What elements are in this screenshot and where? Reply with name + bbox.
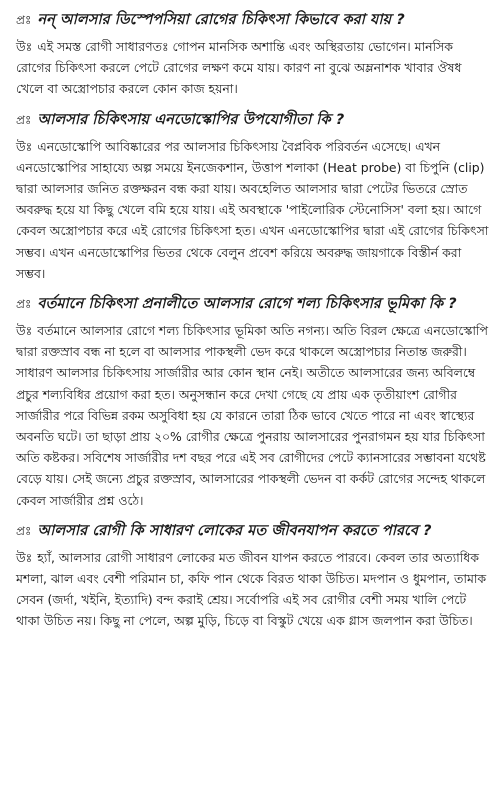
answer-paragraph — [16, 547, 490, 632]
question-text: বর্তমানে চিকিৎসা প্রনালীতে আলসার রোগে শল্য চিকিৎসার ভূমিকা কি ? — [37, 295, 457, 313]
qa-block-endoscopy — [16, 108, 490, 284]
answer-text: এই সমস্ত রোগী সাধারণতঃ গোপন মানসিক অশান্তি এবং অস্থিরতায় ভোগেন। মানসিক রোগের চিকিৎসা করলে পেটে রোগের লক্ষণ কমে যায়। কারণ না বুঝে অম্লনাশক খাবার ঔষধ খেলে বা অস্ত্রোপচার করলে কোন কাজ হয়না। — [16, 39, 462, 97]
answer-text: বর্তমানে আলসার রোগে শল্য চিকিৎসার ভূমিকা অতি নগন্য। অতি বিরল ক্ষেত্রে এনডোস্কোপি দ্বারা রক্তস্রাব বন্ধ না হলে বা আলসার পাকস্থলী ভেদ করে থাকলে অস্ত্রোপচার নিতান্ত জরুরী। সাধারণ আলসার চিকিৎসায় সার্জারীর আর কোন স্থান নেই। অতীতে আলসারের জন্য অবিলম্বে প্রচুর শল্যবিধির প্রয়োগ করা হত। অনুসন্ধান করে দেখা গেছে যে প্রায় এক তৃতীয়াংশ রোগীর সার্জারীর পরে বিভিন্ন রকম অসুবিধা হয় যে কারনে তারা ঠিক ভাবে খেতে পারে না এবং স্বাস্থ্যের অবনতি ঘটে। তা ছাড়া প্রায় ২০% রোগীর ক্ষেত্রে পুনরায় আলসারের পুনরাগমন হয় যার চিকিৎসা অতি কষ্টকর। সবিশেষ সার্জারীর দশ বছর পরে এই সব রোগীদের পেটে ক্যানসারের সম্ভাবনা যথেষ্ট বেড়ে যায়। সেই জন্যে প্রচুর রক্তস্রাব, আলসারের পাকস্থলী ভেদন বা কর্কট রোগের সন্দেহ থাকলে কেবল সার্জারীর প্রশ্ন ওঠে। — [16, 323, 488, 508]
answer-paragraph — [16, 136, 490, 284]
answer-text: হ্যাঁ, আলসার রোগী সাধারণ লোকের মত জীবন যাপন করতে পারবে। কেবল তার অত্যাধিক মশলা, ঝাল এবং বেশী পরিমান চা, কফি পান থেকে বিরত থাকা উচিত। মদপান ও ধুমপান, তামাক সেবন (জর্দা, খইনি, ইত্যাদি) বন্দ করাই শ্রেয়। সর্বোপরি এই সব রোগীর বেশী সময় খালি পেটে থাকা উচিত নয়। কিছু না পেলে, অল্প মুড়ি, চিড়ে বা বিস্কুট খেয়ে এক গ্লাস জলপান করা উচিত। — [16, 549, 487, 629]
qa-block-surgery-role — [16, 292, 490, 511]
question-text: আলসার চিকিৎসায় এনডোস্কোপির উপযোগীতা কি ? — [37, 110, 345, 128]
question-marker: প্রঃ — [16, 13, 32, 27]
question-text: নন্ আলসার ডিস্পেপসিয়া রোগের চিকিৎসা কিভাবে করা যায় ? — [37, 11, 405, 28]
answer-text: এনডোস্কোপি আবিষ্কারের পর আলসার চিকিৎসায় বৈপ্লবিক পরিবর্তন এসেছে। এখন এনডোস্কোপির সাহায্যে অল্প সময়ে ইনজেকশান, উত্তাপ শলাকা (Heat probe) বা চিপুনি (clip) দ্বারা আলসার জনিত রক্তক্ষরন বন্ধ করা যায়। অবহেলিত আলসার দ্বারা পেটের ভিতরে স্রোত অবরুদ্ধ হয়ে যা কিছু খেলে বমি হয়ে যায়। এই অবস্থাকে 'পাইলোরিক স্টেনোসিস' বলা হয়। আগে কেবল অস্ত্রোপচার করে এই রোগের চিকিৎসা হত। এখন এনডোস্কোপির দ্বারা এই রোগের চিকিৎসা সম্ভব। এখন এনডোস্কোপির ভিতর থেকে বেলুন প্রবেশ করিয়ে অবরুদ্ধ জায়গাকে বিস্তীর্ন করা সম্ভব। — [16, 138, 489, 281]
qa-block-non-ulcer-dyspepsia — [16, 8, 490, 100]
question-text: আলসার রোগী কি সাধারণ লোকের মত জীবনযাপন করতে পারবে ? — [37, 521, 432, 539]
question-marker: প্রঃ — [16, 297, 32, 312]
answer-marker: উঃ — [16, 549, 33, 565]
question-heading — [16, 519, 490, 543]
question-heading — [16, 8, 490, 32]
answer-paragraph — [16, 320, 490, 511]
question-marker: প্রঃ — [16, 523, 32, 538]
question-heading — [16, 292, 490, 316]
question-marker: প্রঃ — [16, 112, 32, 127]
answer-marker: উঃ — [16, 323, 33, 339]
answer-marker: উঃ — [16, 39, 33, 54]
answer-marker: উঃ — [16, 138, 33, 154]
question-heading — [16, 108, 490, 132]
qa-block-lifestyle — [16, 519, 490, 632]
answer-paragraph — [16, 36, 490, 100]
